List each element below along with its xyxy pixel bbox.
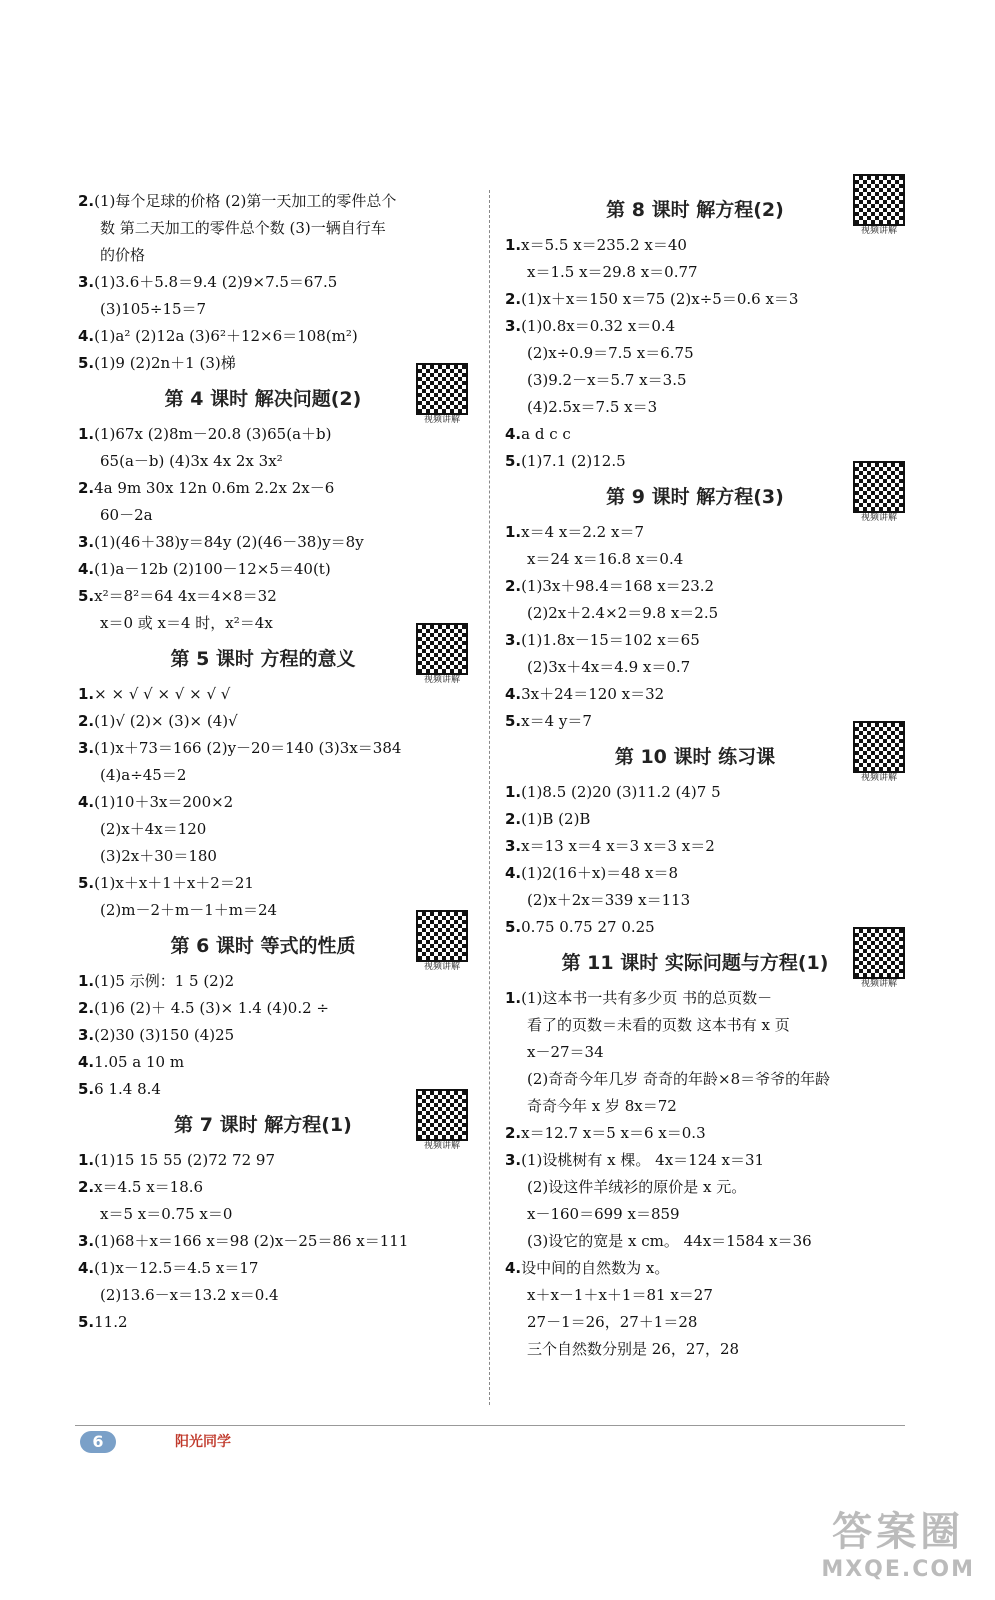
lesson-section xyxy=(78,1103,488,1336)
qr-label: 视频讲解 xyxy=(423,415,460,425)
qr-code-icon[interactable] xyxy=(853,927,905,979)
answer-line xyxy=(78,556,488,583)
qr-label: 视频讲解 xyxy=(423,962,460,972)
answer-text: a d c c xyxy=(521,425,571,443)
left-sections xyxy=(78,377,488,1336)
answer-line xyxy=(78,475,488,502)
answer-text: (1)x－12.5＝4.5 x＝17 xyxy=(94,1259,259,1277)
watermark-line1: 答案圈 xyxy=(832,1509,965,1555)
answer-line xyxy=(78,323,488,350)
answer-line xyxy=(505,394,925,421)
left-column xyxy=(78,188,488,1336)
answer-text: (1)3.6＋5.8＝9.4 (2)9×7.5＝67.5 xyxy=(94,273,338,291)
answer-text: (2)30 (3)150 (4)25 xyxy=(94,1026,235,1044)
answer-line xyxy=(78,1255,488,1282)
right-sections xyxy=(505,188,925,1363)
answer-line xyxy=(505,367,925,394)
question-number: 2. xyxy=(78,479,95,497)
answer-line xyxy=(505,1174,925,1201)
answer-line xyxy=(78,1282,488,1309)
qr-code[interactable] xyxy=(853,461,905,523)
answer-text: (1)7.1 (2)12.5 xyxy=(521,452,626,470)
answer-line xyxy=(505,860,925,887)
qr-label: 视频讲解 xyxy=(423,1141,460,1151)
question-number: 2. xyxy=(78,712,95,730)
answer-line xyxy=(505,1066,925,1093)
answer-text: (1)每个足球的价格 (2)第一天加工的零件总个 xyxy=(94,192,397,210)
question-number: 2. xyxy=(78,192,95,210)
qr-code[interactable] xyxy=(416,910,468,972)
answer-text: (1)x＋x＝150 x＝75 (2)x÷5＝0.6 x＝3 xyxy=(521,290,799,308)
answer-line xyxy=(505,1120,925,1147)
question-number: 5. xyxy=(505,918,522,936)
answer-line xyxy=(78,735,488,762)
answer-text: (1)a² (2)12a (3)6²＋12×6＝108(m²) xyxy=(94,327,358,345)
answer-text: (1)68＋x＝166 x＝98 (2)x－25＝86 x＝111 xyxy=(94,1232,409,1250)
lesson-title: 第 6 课时 等式的性质 xyxy=(170,935,356,957)
answer-text: x＝4 x＝2.2 x＝7 xyxy=(521,523,644,541)
question-number: 4. xyxy=(505,425,522,443)
question-number: 3. xyxy=(78,1232,95,1250)
question-number: 1. xyxy=(78,425,95,443)
answer-line xyxy=(78,529,488,556)
left-top-answers xyxy=(78,188,488,377)
lesson-section xyxy=(505,475,925,735)
answer-text: x－27＝34 xyxy=(527,1043,604,1061)
answer-line xyxy=(505,421,925,448)
answer-line xyxy=(505,833,925,860)
answer-text: x－160＝699 x＝859 xyxy=(527,1205,680,1223)
question-number: 3. xyxy=(78,1026,95,1044)
question-number: 3. xyxy=(505,317,522,335)
question-number: 1. xyxy=(505,236,522,254)
question-number: 2. xyxy=(78,999,95,1017)
answer-text: 看了的页数＝未看的页数 这本书有 x 页 xyxy=(527,1016,790,1034)
question-number: 4. xyxy=(78,560,95,578)
answer-text: 27－1＝26，27＋1＝28 xyxy=(527,1313,698,1331)
lesson-title: 第 8 课时 解方程(2) xyxy=(606,199,784,221)
answer-line xyxy=(505,681,925,708)
lesson-section xyxy=(505,188,925,475)
question-number: 3. xyxy=(505,837,522,855)
answer-text: (3)9.2－x＝5.7 x＝3.5 xyxy=(527,371,687,389)
qr-code-icon[interactable] xyxy=(416,910,468,962)
answer-line xyxy=(78,762,488,789)
answer-text: (1)67x (2)8m－20.8 (3)65(a＋b) xyxy=(94,425,332,443)
answer-text: 4a 9m 30x 12n 0.6m 2.2x 2x－6 xyxy=(94,479,335,497)
qr-code[interactable] xyxy=(416,623,468,685)
answer-line xyxy=(78,502,488,529)
lesson-section xyxy=(78,637,488,924)
answer-line xyxy=(505,259,925,286)
question-number: 2. xyxy=(505,810,522,828)
question-number: 1. xyxy=(505,523,522,541)
column-divider xyxy=(489,190,490,1405)
answer-line xyxy=(78,242,488,269)
qr-code-icon[interactable] xyxy=(853,721,905,773)
answer-text: (1)5 示例：1 5 (2)2 xyxy=(94,972,235,990)
answer-line xyxy=(78,816,488,843)
answer-line xyxy=(78,1309,488,1336)
qr-code[interactable] xyxy=(853,174,905,236)
answer-line xyxy=(505,1309,925,1336)
answer-text: (2)13.6－x＝13.2 x＝0.4 xyxy=(100,1286,279,1304)
answer-line xyxy=(505,887,925,914)
answer-line xyxy=(505,654,925,681)
answer-line xyxy=(505,313,925,340)
qr-code-icon[interactable] xyxy=(416,1089,468,1141)
answer-line xyxy=(78,269,488,296)
answer-line xyxy=(78,843,488,870)
answer-text: (1)设桃树有 x 棵。 4x＝124 x＝31 xyxy=(521,1151,765,1169)
answer-text: x＝24 x＝16.8 x＝0.4 xyxy=(527,550,684,568)
question-number: 5. xyxy=(78,587,95,605)
question-number: 4. xyxy=(78,1053,95,1071)
page-footer xyxy=(75,1425,905,1455)
question-number: 1. xyxy=(78,685,95,703)
answer-text: 65(a－b) (4)3x 4x 2x 3x² xyxy=(100,452,283,470)
answer-text: (1)这本书一共有多少页 书的总页数－ xyxy=(521,989,773,1007)
answer-text: (2)m－2＋m－1＋m＝24 xyxy=(100,901,278,919)
answer-line xyxy=(505,546,925,573)
answer-line xyxy=(505,1201,925,1228)
answer-text: (2)x＋2x＝339 x＝113 xyxy=(527,891,691,909)
answer-text: (1)9 (2)2n＋1 (3)梯 xyxy=(94,354,236,372)
answer-line xyxy=(505,573,925,600)
answer-text: × × √ √ × √ × √ √ xyxy=(94,685,231,703)
answer-text: (1)1.8x－15＝102 x＝65 xyxy=(521,631,700,649)
qr-label: 视频讲解 xyxy=(860,773,897,783)
question-number: 5. xyxy=(78,1080,95,1098)
answer-text: (3)105÷15＝7 xyxy=(100,300,207,318)
qr-code[interactable] xyxy=(416,1089,468,1151)
lesson-section xyxy=(505,941,925,1363)
answer-text: x＝1.5 x＝29.8 x＝0.77 xyxy=(527,263,698,281)
answer-text: (1)a－12b (2)100－12×5＝40(t) xyxy=(94,560,331,578)
answer-line xyxy=(78,1201,488,1228)
answer-line xyxy=(78,1228,488,1255)
question-number: 2. xyxy=(505,290,522,308)
qr-code-icon[interactable] xyxy=(416,623,468,675)
question-number: 1. xyxy=(78,1151,95,1169)
answer-text: (1)3x＋98.4＝168 x＝23.2 xyxy=(521,577,715,595)
answer-text: (4)2.5x＝7.5 x＝3 xyxy=(527,398,658,416)
lesson-title: 第 9 课时 解方程(3) xyxy=(606,486,784,508)
qr-code[interactable] xyxy=(416,363,468,425)
answer-text: 奇奇今年 x 岁 8x＝72 xyxy=(527,1097,677,1115)
answer-line xyxy=(505,1012,925,1039)
watermark-line2: MXQE.COM xyxy=(821,1557,975,1582)
answer-text: (3)2x＋30＝180 xyxy=(100,847,217,865)
answer-line xyxy=(78,789,488,816)
question-number: 3. xyxy=(78,739,95,757)
answer-line xyxy=(505,1147,925,1174)
answer-line xyxy=(78,870,488,897)
question-number: 4. xyxy=(505,1259,522,1277)
lesson-title: 第 10 课时 练习课 xyxy=(614,746,776,768)
answer-text: x＝5 x＝0.75 x＝0 xyxy=(100,1205,233,1223)
answer-text: 6 1.4 8.4 xyxy=(94,1080,161,1098)
question-number: 5. xyxy=(505,712,522,730)
lesson-section xyxy=(78,924,488,1103)
question-number: 2. xyxy=(505,1124,522,1142)
answer-text: x＋x－1＋x＋1＝81 x＝27 xyxy=(527,1286,713,1304)
answer-text: x＝4.5 x＝18.6 xyxy=(94,1178,204,1196)
answer-text: x＝12.7 x＝5 x＝6 x＝0.3 xyxy=(521,1124,706,1142)
question-number: 1. xyxy=(505,783,522,801)
answer-text: (1)8.5 (2)20 (3)11.2 (4)7 5 xyxy=(521,783,721,801)
question-number: 3. xyxy=(78,273,95,291)
footer-rule xyxy=(75,1425,905,1426)
qr-label: 视频讲解 xyxy=(860,513,897,523)
right-column xyxy=(505,188,925,1363)
answer-line xyxy=(505,340,925,367)
answer-text: 的价格 xyxy=(100,246,146,264)
qr-code-icon[interactable] xyxy=(853,461,905,513)
answer-line xyxy=(78,1174,488,1201)
answer-line xyxy=(505,806,925,833)
page-number: 6 xyxy=(80,1431,116,1453)
question-number: 3. xyxy=(78,533,95,551)
answer-line xyxy=(78,188,488,215)
answer-text: x＝5.5 x＝235.2 x＝40 xyxy=(521,236,687,254)
qr-label: 视频讲解 xyxy=(860,979,897,989)
answer-text: 0.75 0.75 27 0.25 xyxy=(521,918,655,936)
answer-text: (1)10＋3x＝200×2 xyxy=(94,793,234,811)
question-number: 1. xyxy=(78,972,95,990)
qr-code-icon[interactable] xyxy=(853,174,905,226)
answer-text: (2)x÷0.9＝7.5 x＝6.75 xyxy=(527,344,694,362)
answer-text: 数 第二天加工的零件总个数 (3)一辆自行车 xyxy=(100,219,386,237)
question-number: 5. xyxy=(505,452,522,470)
answer-text: x＝0 或 x＝4 时，x²＝4x xyxy=(100,614,273,632)
question-number: 1. xyxy=(505,989,522,1007)
answer-text: x＝13 x＝4 x＝3 x＝3 x＝2 xyxy=(521,837,715,855)
answer-text: (2)x＋4x＝120 xyxy=(100,820,207,838)
answer-text: (1)2(16＋x)＝48 x＝8 xyxy=(521,864,679,882)
answer-text: (1)x＋73＝166 (2)y－20＝140 (3)3x＝384 xyxy=(94,739,402,757)
answer-line xyxy=(505,1255,925,1282)
answer-line xyxy=(505,1228,925,1255)
answer-text: (3)设它的宽是 x cm。 44x＝1584 x＝36 xyxy=(527,1232,812,1250)
qr-code[interactable] xyxy=(853,927,905,989)
question-number: 4. xyxy=(78,1259,95,1277)
answer-text: (2)奇奇今年几岁 奇奇的年龄×8＝爷爷的年龄 xyxy=(527,1070,831,1088)
answer-line xyxy=(78,296,488,323)
answer-text: 11.2 xyxy=(94,1313,128,1331)
answer-line xyxy=(505,1282,925,1309)
lesson-title: 第 11 课时 实际问题与方程(1) xyxy=(561,952,829,974)
qr-code[interactable] xyxy=(853,721,905,783)
question-number: 3. xyxy=(505,1151,522,1169)
answer-line xyxy=(78,583,488,610)
answer-text: 60－2a xyxy=(100,506,153,524)
answer-line xyxy=(505,1093,925,1120)
answer-text: 设中间的自然数为 x。 xyxy=(521,1259,670,1277)
answer-line xyxy=(78,995,488,1022)
answer-text: (4)a÷45＝2 xyxy=(100,766,187,784)
question-number: 5. xyxy=(78,354,95,372)
answer-text: (1)0.8x＝0.32 x＝0.4 xyxy=(521,317,676,335)
answer-line xyxy=(78,215,488,242)
lesson-title: 第 4 课时 解决问题(2) xyxy=(164,388,362,410)
question-number: 4. xyxy=(78,327,95,345)
brand-logo: 阳光同学 xyxy=(175,1434,231,1450)
lesson-section xyxy=(505,735,925,941)
question-number: 5. xyxy=(78,874,95,892)
answer-line xyxy=(505,627,925,654)
qr-label: 视频讲解 xyxy=(423,675,460,685)
lesson-title: 第 5 课时 方程的意义 xyxy=(170,648,356,670)
answer-text: (2)2x＋2.4×2＝9.8 x＝2.5 xyxy=(527,604,719,622)
answer-text: (1)15 15 55 (2)72 72 97 xyxy=(94,1151,275,1169)
answer-text: (1)6 (2)＋ 4.5 (3)× 1.4 (4)0.2 ÷ xyxy=(94,999,329,1017)
answer-text: (1)B (2)B xyxy=(521,810,591,828)
question-number: 2. xyxy=(505,577,522,595)
question-number: 4. xyxy=(505,864,522,882)
question-number: 2. xyxy=(78,1178,95,1196)
watermark xyxy=(821,1500,975,1582)
answer-line xyxy=(505,286,925,313)
qr-code-icon[interactable] xyxy=(416,363,468,415)
answer-line xyxy=(505,1336,925,1363)
answer-line xyxy=(505,1039,925,1066)
answer-line xyxy=(505,600,925,627)
lesson-title: 第 7 课时 解方程(1) xyxy=(174,1114,352,1136)
answer-text: 三个自然数分别是 26，27，28 xyxy=(527,1340,740,1358)
answer-text: (2)3x＋4x＝4.9 x＝0.7 xyxy=(527,658,691,676)
answer-line xyxy=(78,448,488,475)
lesson-section xyxy=(78,377,488,637)
answer-line xyxy=(78,708,488,735)
question-number: 5. xyxy=(78,1313,95,1331)
answer-line xyxy=(78,1049,488,1076)
answer-text: (2)设这件羊绒衫的原价是 x 元。 xyxy=(527,1178,747,1196)
question-number: 3. xyxy=(505,631,522,649)
answer-text: x²＝8²＝64 4x＝4×8＝32 xyxy=(94,587,277,605)
answer-text: 3x＋24＝120 x＝32 xyxy=(521,685,665,703)
answer-text: (1)(46＋38)y＝84y (2)(46－38)y＝8y xyxy=(94,533,364,551)
answer-text: 1.05 a 10 m xyxy=(94,1053,185,1071)
question-number: 4. xyxy=(505,685,522,703)
question-number: 4. xyxy=(78,793,95,811)
answer-text: (1)√ (2)× (3)× (4)√ xyxy=(94,712,238,730)
answer-text: (1)x＋x＋1＋x＋2＝21 xyxy=(94,874,254,892)
qr-label: 视频讲解 xyxy=(860,226,897,236)
answer-text: x＝4 y＝7 xyxy=(521,712,592,730)
answer-line xyxy=(78,1022,488,1049)
